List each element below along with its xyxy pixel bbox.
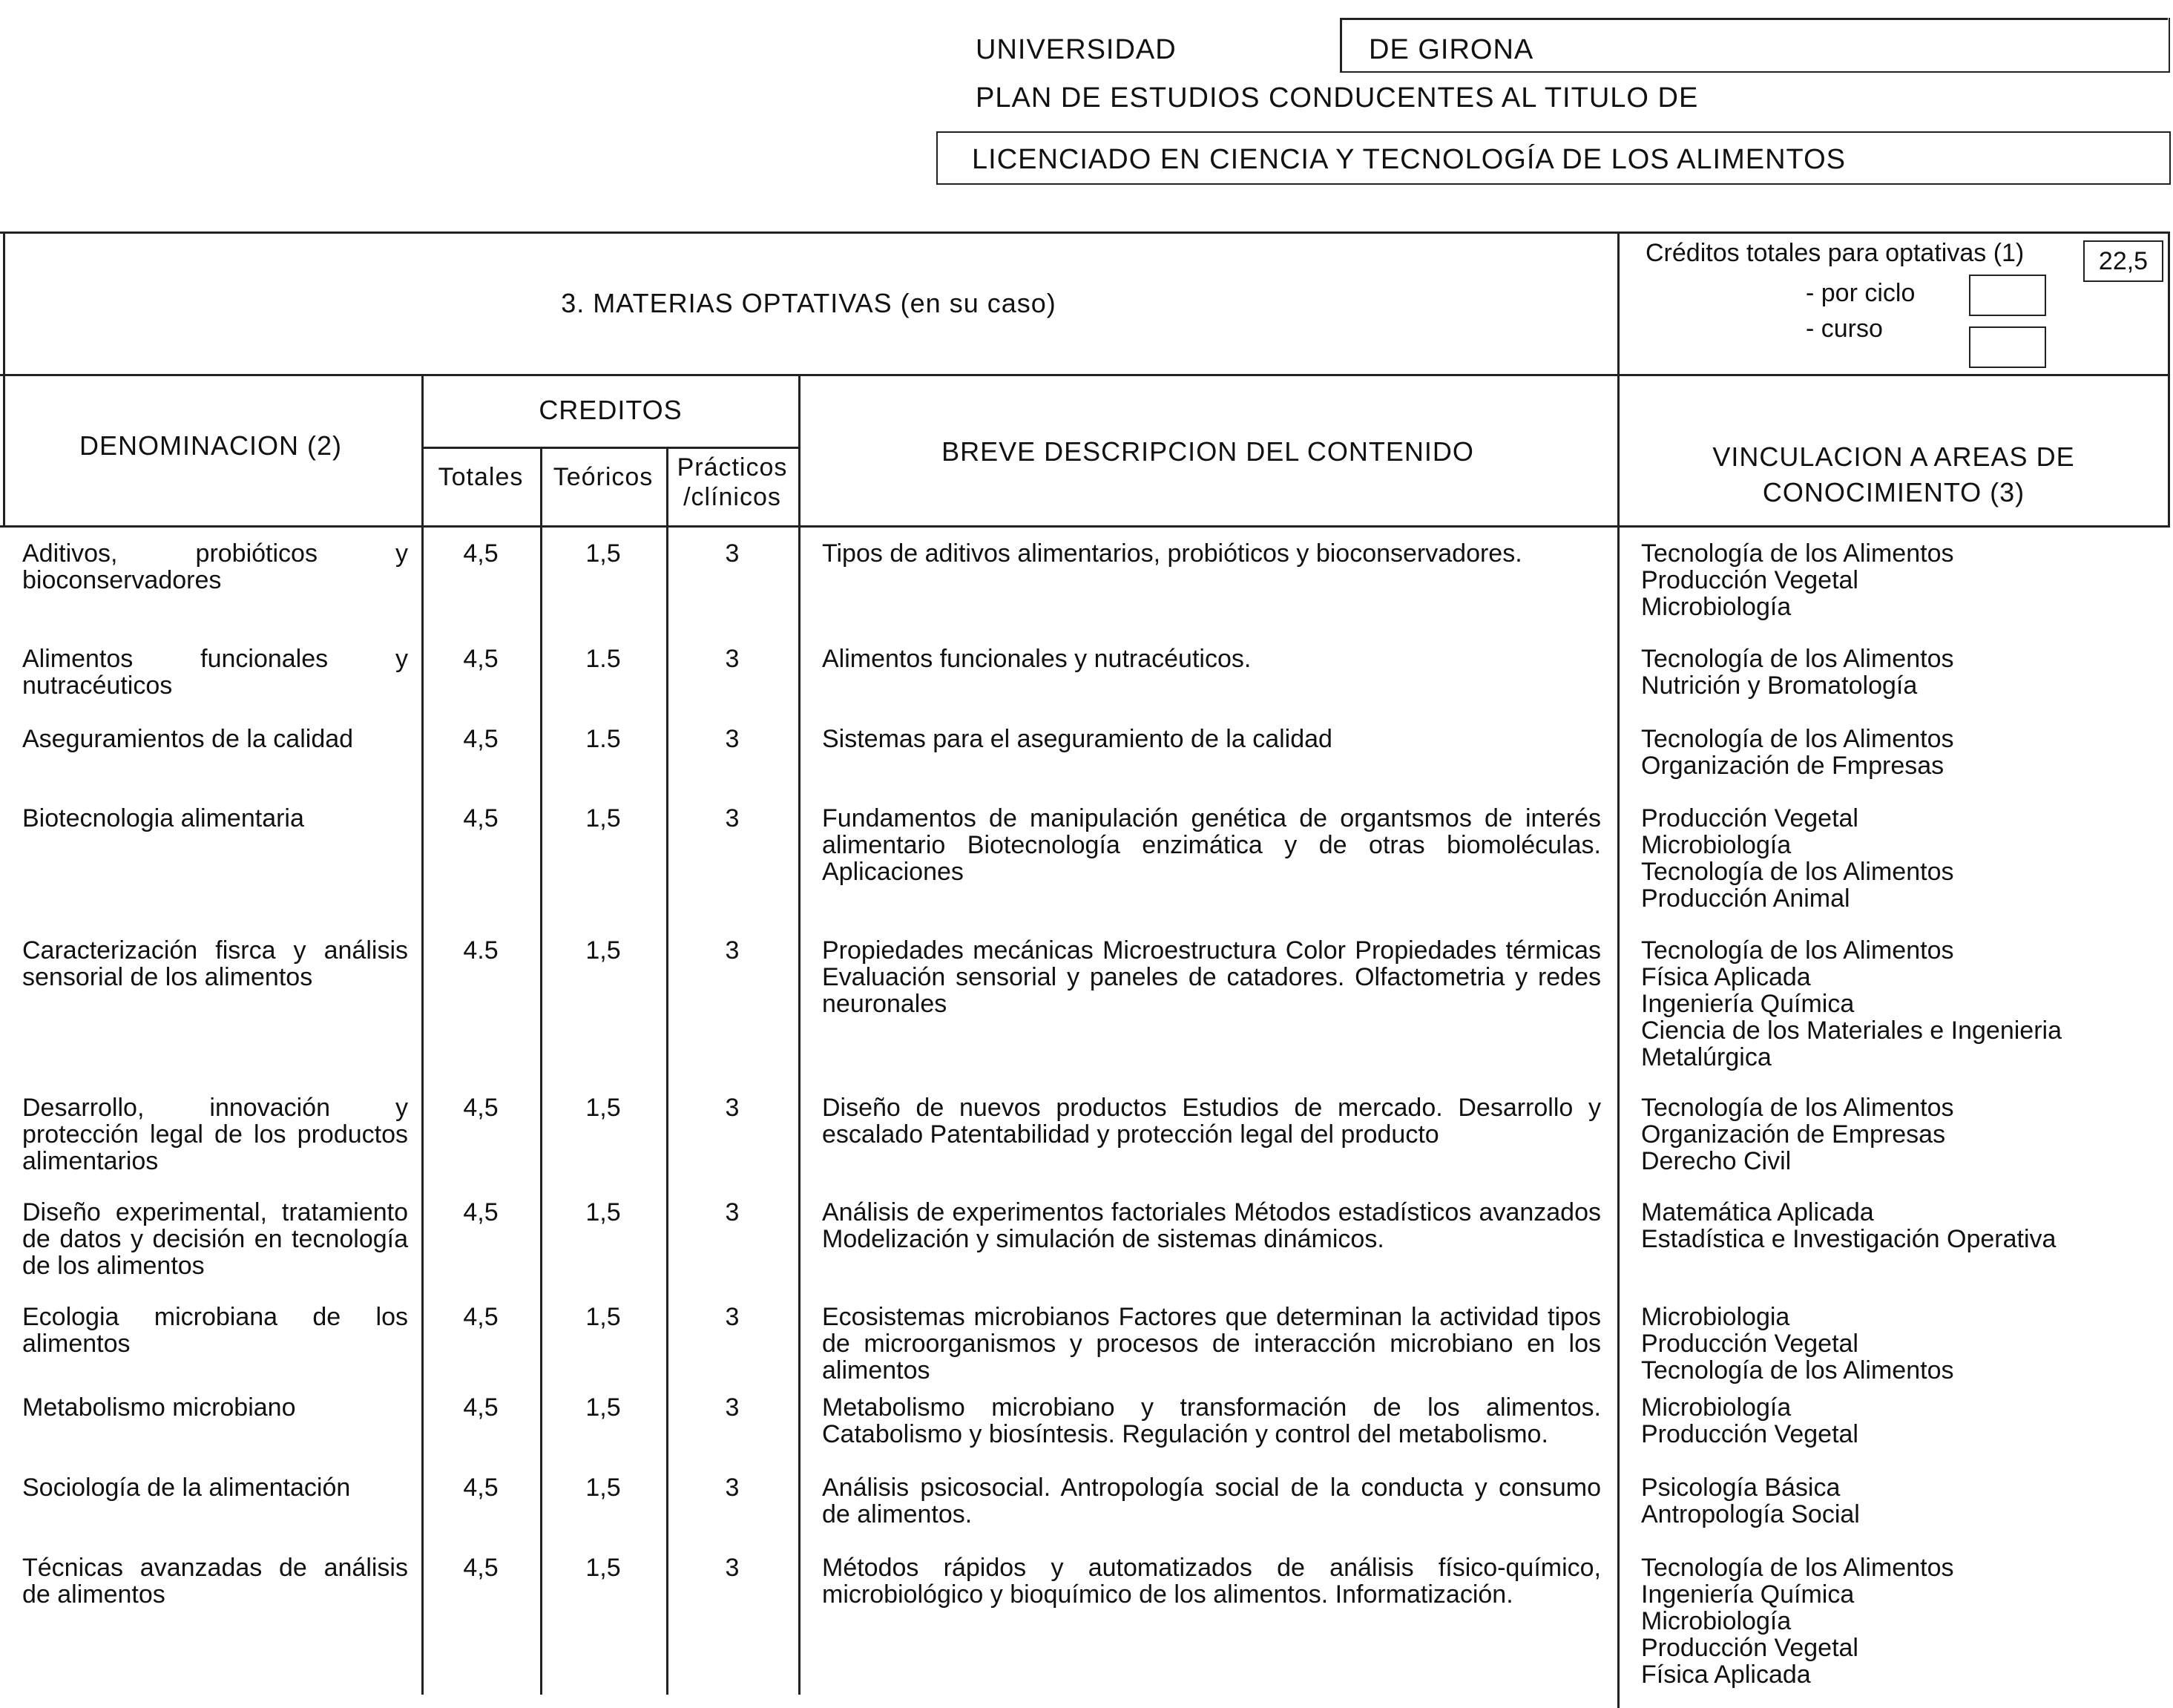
course-name: Ecologia microbiana de los alimentos bbox=[22, 1303, 408, 1358]
knowledge-area: Tecnología de los Alimentos bbox=[1641, 936, 1954, 965]
credits-practicos: 3 bbox=[725, 1393, 740, 1422]
header-bottom-border bbox=[0, 525, 2170, 528]
knowledge-area: Ciencia de los Materiales e Ingenieria bbox=[1641, 1016, 2062, 1045]
knowledge-areas bbox=[1641, 805, 2160, 912]
knowledge-areas bbox=[1641, 726, 2160, 779]
knowledge-areas bbox=[1641, 1304, 2160, 1384]
credits-totales: 4,5 bbox=[463, 1474, 499, 1502]
knowledge-area: Producción Animal bbox=[1641, 884, 1850, 913]
per-cycle-box bbox=[1969, 275, 2046, 316]
knowledge-area: Tecnología de los Alimentos bbox=[1641, 645, 1954, 673]
credits-teoricos: 1.5 bbox=[585, 645, 621, 673]
course-name: Biotecnologia alimentaria bbox=[22, 804, 304, 832]
course-name: Aditivos, probióticos y bioconservadores bbox=[22, 539, 408, 594]
course-name: Metabolismo microbiano bbox=[22, 1393, 296, 1422]
knowledge-areas bbox=[1641, 1199, 2160, 1252]
credits-teoricos: 1,5 bbox=[585, 539, 621, 568]
knowledge-area: Producción Vegetal bbox=[1641, 804, 1858, 832]
course-description: Ecosistemas microbianos Factores que determinan la actividad tipos de microorganismos y procesos de interacción microbiano en los alimentos bbox=[822, 1303, 1601, 1385]
degree-title: LICENCIADO EN CIENCIA Y TECNOLOGÍA DE LOS ALIMENTOS bbox=[972, 144, 1846, 175]
credits-totales: 4.5 bbox=[463, 936, 499, 965]
col-header-denominacion: DENOMINACION (2) bbox=[79, 430, 342, 461]
credits-total-value: 22,5 bbox=[2083, 240, 2163, 282]
credits-practicos: 3 bbox=[725, 1554, 740, 1582]
col-header-creditos: CREDITOS bbox=[539, 395, 683, 425]
credits-teoricos: 1,5 bbox=[585, 1198, 621, 1226]
course-description: Diseño de nuevos productos Estudios de mercado. Desarrollo y escalado Patentabilidad y protección legal del producto bbox=[822, 1094, 1601, 1149]
course-name: Diseño experimental, tratamiento de datos y decisión en tecnología de los alimentos bbox=[22, 1198, 408, 1280]
credits-practicos: 3 bbox=[725, 539, 740, 568]
course-description: Análisis de experimentos factoriales Métodos estadísticos avanzados Modelización y simulación de sistemas dinámicos. bbox=[822, 1198, 1601, 1253]
table-top-border bbox=[0, 231, 2170, 234]
knowledge-area: Producción Vegetal bbox=[1641, 1634, 1858, 1662]
credits-teoricos: 1,5 bbox=[585, 1094, 621, 1122]
knowledge-area: Microbiología bbox=[1641, 1607, 1792, 1635]
credits-teoricos: 1,5 bbox=[585, 1303, 621, 1331]
knowledge-area: Producción Vegetal bbox=[1641, 1420, 1858, 1448]
credits-practicos: 3 bbox=[725, 936, 740, 965]
knowledge-areas bbox=[1641, 1474, 2160, 1528]
knowledge-area: Tecnología de los Alimentos bbox=[1641, 858, 1954, 886]
university-label: UNIVERSIDAD bbox=[976, 34, 1177, 65]
knowledge-areas bbox=[1641, 646, 2160, 699]
col-header-vinculacion bbox=[1617, 439, 2170, 510]
course-description: Alimentos funcionales y nutracéuticos. bbox=[822, 645, 1252, 673]
col-header-practicos-line1: Prácticos bbox=[677, 453, 788, 482]
plan-line: PLAN DE ESTUDIOS CONDUCENTES AL TITULO DE bbox=[976, 82, 1699, 114]
credits-teoricos: 1,5 bbox=[585, 936, 621, 965]
col-header-descripcion: BREVE DESCRIPCION DEL CONTENIDO bbox=[941, 436, 1474, 467]
col-divider-practicos bbox=[666, 447, 668, 1695]
knowledge-area: Organización de Fmpresas bbox=[1641, 752, 1944, 780]
knowledge-area: Producción Vegetal bbox=[1641, 566, 1858, 594]
col-header-totales: Totales bbox=[438, 463, 524, 491]
knowledge-areas bbox=[1641, 1554, 2160, 1688]
course-name: Aseguramientos de la calidad bbox=[22, 725, 354, 753]
knowledge-area: Física Aplicada bbox=[1641, 1661, 1811, 1689]
col-header-vinculacion-line1: VINCULACION A AREAS DE bbox=[1712, 441, 2075, 472]
knowledge-area: Ingeniería Química bbox=[1641, 990, 1855, 1018]
credits-practicos: 3 bbox=[725, 1303, 740, 1331]
knowledge-area: Física Aplicada bbox=[1641, 963, 1811, 991]
credits-teoricos: 1,5 bbox=[585, 1474, 621, 1502]
credits-practicos: 3 bbox=[725, 1198, 740, 1226]
table-left-border bbox=[3, 231, 5, 525]
knowledge-area: Tecnología de los Alimentos bbox=[1641, 1356, 1954, 1385]
knowledge-area: Tecnología de los Alimentos bbox=[1641, 1094, 1954, 1122]
knowledge-areas bbox=[1641, 1394, 2160, 1448]
credits-totales: 4,5 bbox=[463, 725, 499, 753]
col-header-practicos-line2: /clínicos bbox=[683, 483, 781, 511]
knowledge-areas bbox=[1641, 937, 2160, 1071]
knowledge-area: Estadística e Investigación Operativa bbox=[1641, 1225, 2057, 1253]
knowledge-areas bbox=[1641, 1094, 2160, 1175]
course-description: Tipos de aditivos alimentarios, probióticos y bioconservadores. bbox=[822, 539, 1522, 568]
knowledge-area: Tecnología de los Alimentos bbox=[1641, 1554, 1954, 1582]
per-course-label: - curso bbox=[1806, 315, 1883, 343]
credits-totales: 4,5 bbox=[463, 1198, 499, 1226]
knowledge-area: Nutrición y Bromatología bbox=[1641, 671, 1918, 700]
university-box-top bbox=[1340, 18, 2168, 20]
credits-teoricos: 1.5 bbox=[585, 725, 621, 753]
knowledge-area: Matemática Aplicada bbox=[1641, 1198, 1874, 1226]
credits-totales: 4,5 bbox=[463, 1094, 499, 1122]
section-divider bbox=[0, 374, 2170, 376]
knowledge-area: Microbiología bbox=[1641, 831, 1792, 859]
per-cycle-label: - por ciclo bbox=[1806, 279, 1916, 307]
course-description: Metabolismo microbiano y transformación de los alimentos. Catabolismo y biosíntesis. Regulación y control del metabolismo. bbox=[822, 1393, 1601, 1448]
creditos-divider bbox=[421, 447, 800, 449]
knowledge-area: Tecnología de los Alimentos bbox=[1641, 539, 1954, 568]
section-title: 3. MATERIAS OPTATIVAS (en su caso) bbox=[561, 288, 1056, 318]
knowledge-area: Microbiologia bbox=[1641, 1303, 1790, 1331]
credits-practicos: 3 bbox=[725, 1094, 740, 1122]
course-name: Técnicas avanzadas de análisis de alimentos bbox=[22, 1554, 408, 1609]
credits-practicos: 3 bbox=[725, 725, 740, 753]
credits-teoricos: 1,5 bbox=[585, 1554, 621, 1582]
credits-totales: 4,5 bbox=[463, 539, 499, 568]
col-divider-descripcion bbox=[798, 374, 801, 1695]
knowledge-area: Microbiología bbox=[1641, 593, 1792, 621]
course-description: Análisis psicosocial. Antropología social de la conducta y consumo de alimentos. bbox=[822, 1474, 1601, 1528]
col-header-vinculacion-line2: CONOCIMIENTO (3) bbox=[1762, 477, 2025, 508]
credits-teoricos: 1,5 bbox=[585, 804, 621, 832]
course-name: Desarrollo, innovación y protección legal de los productos alimentarios bbox=[22, 1094, 408, 1175]
credits-totales: 4,5 bbox=[463, 1303, 499, 1331]
knowledge-area: Antropología Social bbox=[1641, 1500, 1860, 1528]
credits-practicos: 3 bbox=[725, 804, 740, 832]
knowledge-area: Organización de Empresas bbox=[1641, 1120, 1946, 1149]
course-description: Fundamentos de manipulación genética de organtsmos de interés alimentario Biotecnología enzimática y de otras biomoléculas. Aplicaciones bbox=[822, 804, 1601, 886]
credits-totales: 4,5 bbox=[463, 645, 499, 673]
credits-total-label: Créditos totales para optativas (1) bbox=[1646, 239, 2025, 267]
col-divider-teoricos bbox=[540, 447, 542, 1695]
per-course-box bbox=[1969, 326, 2046, 368]
credits-teoricos: 1,5 bbox=[585, 1393, 621, 1422]
course-description: Métodos rápidos y automatizados de análisis físico-químico, microbiológico y bioquímico de los alimentos. Informatización. bbox=[822, 1554, 1601, 1609]
credits-totales: 4,5 bbox=[463, 804, 499, 832]
knowledge-areas bbox=[1641, 540, 2160, 620]
course-name: Caracterización fisrca y análisis sensorial de los alimentos bbox=[22, 936, 408, 991]
credits-practicos: 3 bbox=[725, 1474, 740, 1502]
credits-totales: 4,5 bbox=[463, 1393, 499, 1422]
knowledge-area: Producción Vegetal bbox=[1641, 1330, 1858, 1358]
knowledge-area: Microbiología bbox=[1641, 1393, 1792, 1422]
col-header-practicos bbox=[666, 453, 798, 512]
course-name: Alimentos funcionales y nutracéuticos bbox=[22, 645, 408, 700]
knowledge-area: Derecho Civil bbox=[1641, 1147, 1792, 1175]
knowledge-area: Metalúrgica bbox=[1641, 1043, 1772, 1071]
course-description: Propiedades mecánicas Microestructura Color Propiedades térmicas Evaluación sensorial y paneles de catadores. Olfactometria y redes neuronales bbox=[822, 936, 1601, 1018]
knowledge-area: Psicología Básica bbox=[1641, 1474, 1841, 1502]
knowledge-area: Tecnología de los Alimentos bbox=[1641, 725, 1954, 753]
course-name: Sociología de la alimentación bbox=[22, 1474, 351, 1502]
credits-totales: 4,5 bbox=[463, 1554, 499, 1582]
knowledge-area: Ingeniería Química bbox=[1641, 1580, 1855, 1609]
course-description: Sistemas para el aseguramiento de la calidad bbox=[822, 725, 1332, 753]
credits-practicos: 3 bbox=[725, 645, 740, 673]
col-header-teoricos: Teóricos bbox=[553, 463, 654, 491]
university-name: DE GIRONA bbox=[1369, 34, 1534, 65]
